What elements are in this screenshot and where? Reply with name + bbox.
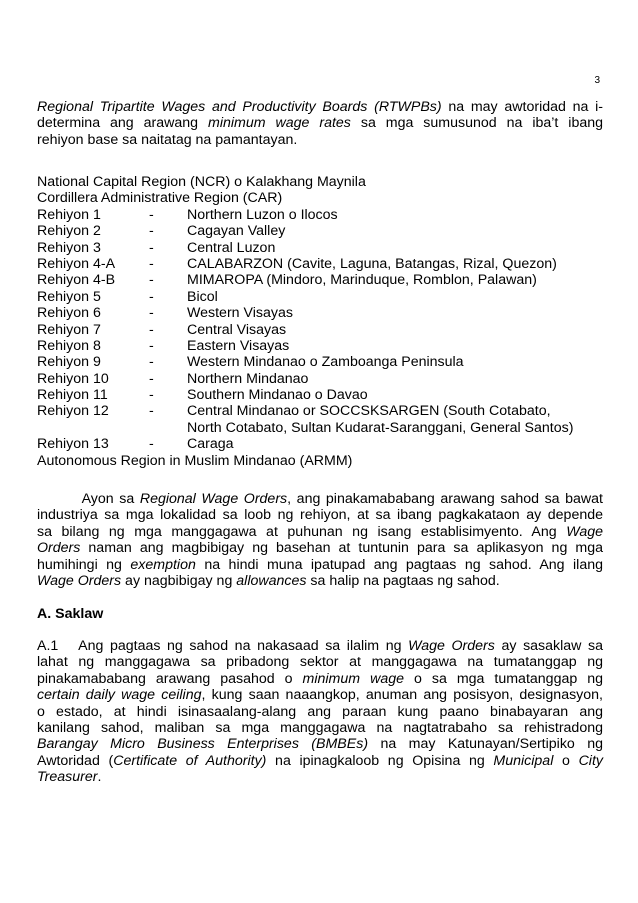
region-row xyxy=(37,436,603,452)
text-line: Regional Tripartite Wages and Productivity Boards (RTWPBs) na may awtoridad na i- xyxy=(37,99,603,115)
text-line: certain daily wage ceiling, kung saan naaangkop, anuman ang posisyon, designasyon, xyxy=(37,687,603,704)
region-name: Rehiyon 13 xyxy=(37,436,109,453)
text-line: humihingi ng exemption na hindi muna ipatupad ang pagtaas ng sahod. Ang ilang xyxy=(37,556,603,573)
text-line: Treasurer. xyxy=(37,769,102,786)
region-description: Cagayan Valley xyxy=(187,223,286,240)
region-description: Southern Mindanao o Davao xyxy=(187,387,368,404)
region-description: Western Mindanao o Zamboanga Peninsula xyxy=(187,354,464,371)
region-description: North Cotabato, Sultan Kudarat-Saranggani, General Santos) xyxy=(187,419,574,436)
region-description: Northern Mindanao xyxy=(187,370,309,387)
region-row xyxy=(37,338,603,354)
region-row xyxy=(37,354,603,370)
region-description: Central Mindanao or SOCCSKSARGEN (South Cotabato, xyxy=(187,403,551,420)
intro-paragraph xyxy=(37,99,603,148)
region-name: Rehiyon 7 xyxy=(37,321,101,338)
region-row xyxy=(37,420,603,436)
region-dash: - xyxy=(149,387,154,404)
wage-orders-paragraph xyxy=(37,491,603,589)
region-description: Northern Luzon o Ilocos xyxy=(187,206,338,223)
text-line: Awtoridad (Certificate of Authority) na ipinagkaloob ng Opisina ng Municipal o City xyxy=(37,752,603,769)
section-a1-paragraph xyxy=(37,638,603,786)
region-row xyxy=(37,403,603,419)
region-name: Rehiyon 4-B xyxy=(37,272,116,289)
region-description: Central Luzon xyxy=(187,239,276,256)
region-row xyxy=(37,256,603,272)
region-name: Rehiyon 4-A xyxy=(37,255,116,272)
region-dash: - xyxy=(149,206,154,223)
region-row xyxy=(37,387,603,403)
region-armm: Autonomous Region in Muslim Mindanao (ARMM) xyxy=(37,452,353,469)
region-name: Rehiyon 1 xyxy=(37,206,101,223)
region-description: MIMAROPA (Mindoro, Marinduque, Romblon, Palawan) xyxy=(187,272,537,289)
text-line: lahat ng manggagawa sa pribadong sektor at manggagawa na tumatanggap ng xyxy=(37,654,603,671)
region-dash: - xyxy=(149,272,154,289)
text-line: industriya sa mga lokalidad sa loob ng rehiyon, at sa ibang pagkakataon ay depende xyxy=(37,507,603,524)
region-description: Bicol xyxy=(187,288,218,305)
text-line: o estado, at hindi isinasaalang-alang ang paraan kung paano binabayaran ang xyxy=(37,703,603,720)
region-row xyxy=(37,289,603,305)
region-row xyxy=(37,305,603,321)
text-line: Barangay Micro Business Enterprises (BMBEs) na may Katunayan/Sertipiko ng xyxy=(37,736,603,753)
text-line: Wage Orders ay nagbibigay ng allowances sa halip na pagtaas ng sahod. xyxy=(37,573,500,590)
text-line: determina ang arawang minimum wage rates sa mga sumusunod na iba’t ibang xyxy=(37,115,604,132)
text-line: Orders naman ang magbibigay ng basehan at tuntunin para sa aplikasyon ng mga xyxy=(37,540,603,557)
region-name: Rehiyon 11 xyxy=(37,387,108,404)
region-name: Rehiyon 9 xyxy=(37,354,101,371)
region-dash: - xyxy=(149,305,154,322)
region-dash: - xyxy=(149,436,154,453)
region-name: Rehiyon 3 xyxy=(37,239,101,256)
region-description: Central Visayas xyxy=(187,321,287,338)
region-name: Rehiyon 8 xyxy=(37,337,101,354)
text-line: kanilang sahod, maliban sa mga manggagawa na nagtatrabaho sa rehistradong xyxy=(37,720,603,737)
region-row xyxy=(37,371,603,387)
region-dash: - xyxy=(149,239,154,256)
region-dash: - xyxy=(149,354,154,371)
text-line: pinakamababang arawang pasahod o minimum wage o sa mga tumatanggap ng xyxy=(37,670,603,687)
region-description: Caraga xyxy=(187,436,234,453)
region-description: Eastern Visayas xyxy=(187,337,290,354)
region-car: Cordillera Administrative Region (CAR) xyxy=(37,190,283,207)
region-list xyxy=(37,174,603,469)
region-row xyxy=(37,240,603,256)
page-number: 3 xyxy=(594,75,600,86)
text-line: sa bilang ng mga manggagawa at puhunan ng isang establisimyento. Ang Wage xyxy=(37,523,603,540)
region-row xyxy=(37,322,603,338)
text-line: A.1 Ang pagtaas ng sahod na nakasaad sa ilalim ng Wage Orders ay sasaklaw sa xyxy=(37,638,604,654)
text-line: rehiyon base sa naitatag na pamantayan. xyxy=(37,131,298,148)
region-dash: - xyxy=(149,321,154,338)
region-dash: - xyxy=(149,288,154,305)
region-dash: - xyxy=(149,370,154,387)
region-name: Rehiyon 10 xyxy=(37,370,109,387)
region-name: Rehiyon 6 xyxy=(37,305,101,322)
region-name: Rehiyon 5 xyxy=(37,288,101,305)
region-dash: - xyxy=(149,403,154,420)
region-description: Western Visayas xyxy=(187,305,293,322)
region-name: Rehiyon 12 xyxy=(37,403,109,420)
section-heading: A. Saklaw xyxy=(37,606,104,622)
region-description: CALABARZON (Cavite, Laguna, Batangas, Rizal, Quezon) xyxy=(187,255,557,272)
region-dash: - xyxy=(149,223,154,240)
region-dash: - xyxy=(149,337,154,354)
region-row xyxy=(37,223,603,239)
region-row xyxy=(37,207,603,223)
region-row xyxy=(37,272,603,288)
region-ncr: National Capital Region (NCR) o Kalakhang Maynila xyxy=(37,174,366,190)
text-line: Ayon sa Regional Wage Orders, ang pinakamababang arawang sahod sa bawat xyxy=(37,491,604,507)
region-dash: - xyxy=(149,255,154,272)
region-name: Rehiyon 2 xyxy=(37,223,101,240)
